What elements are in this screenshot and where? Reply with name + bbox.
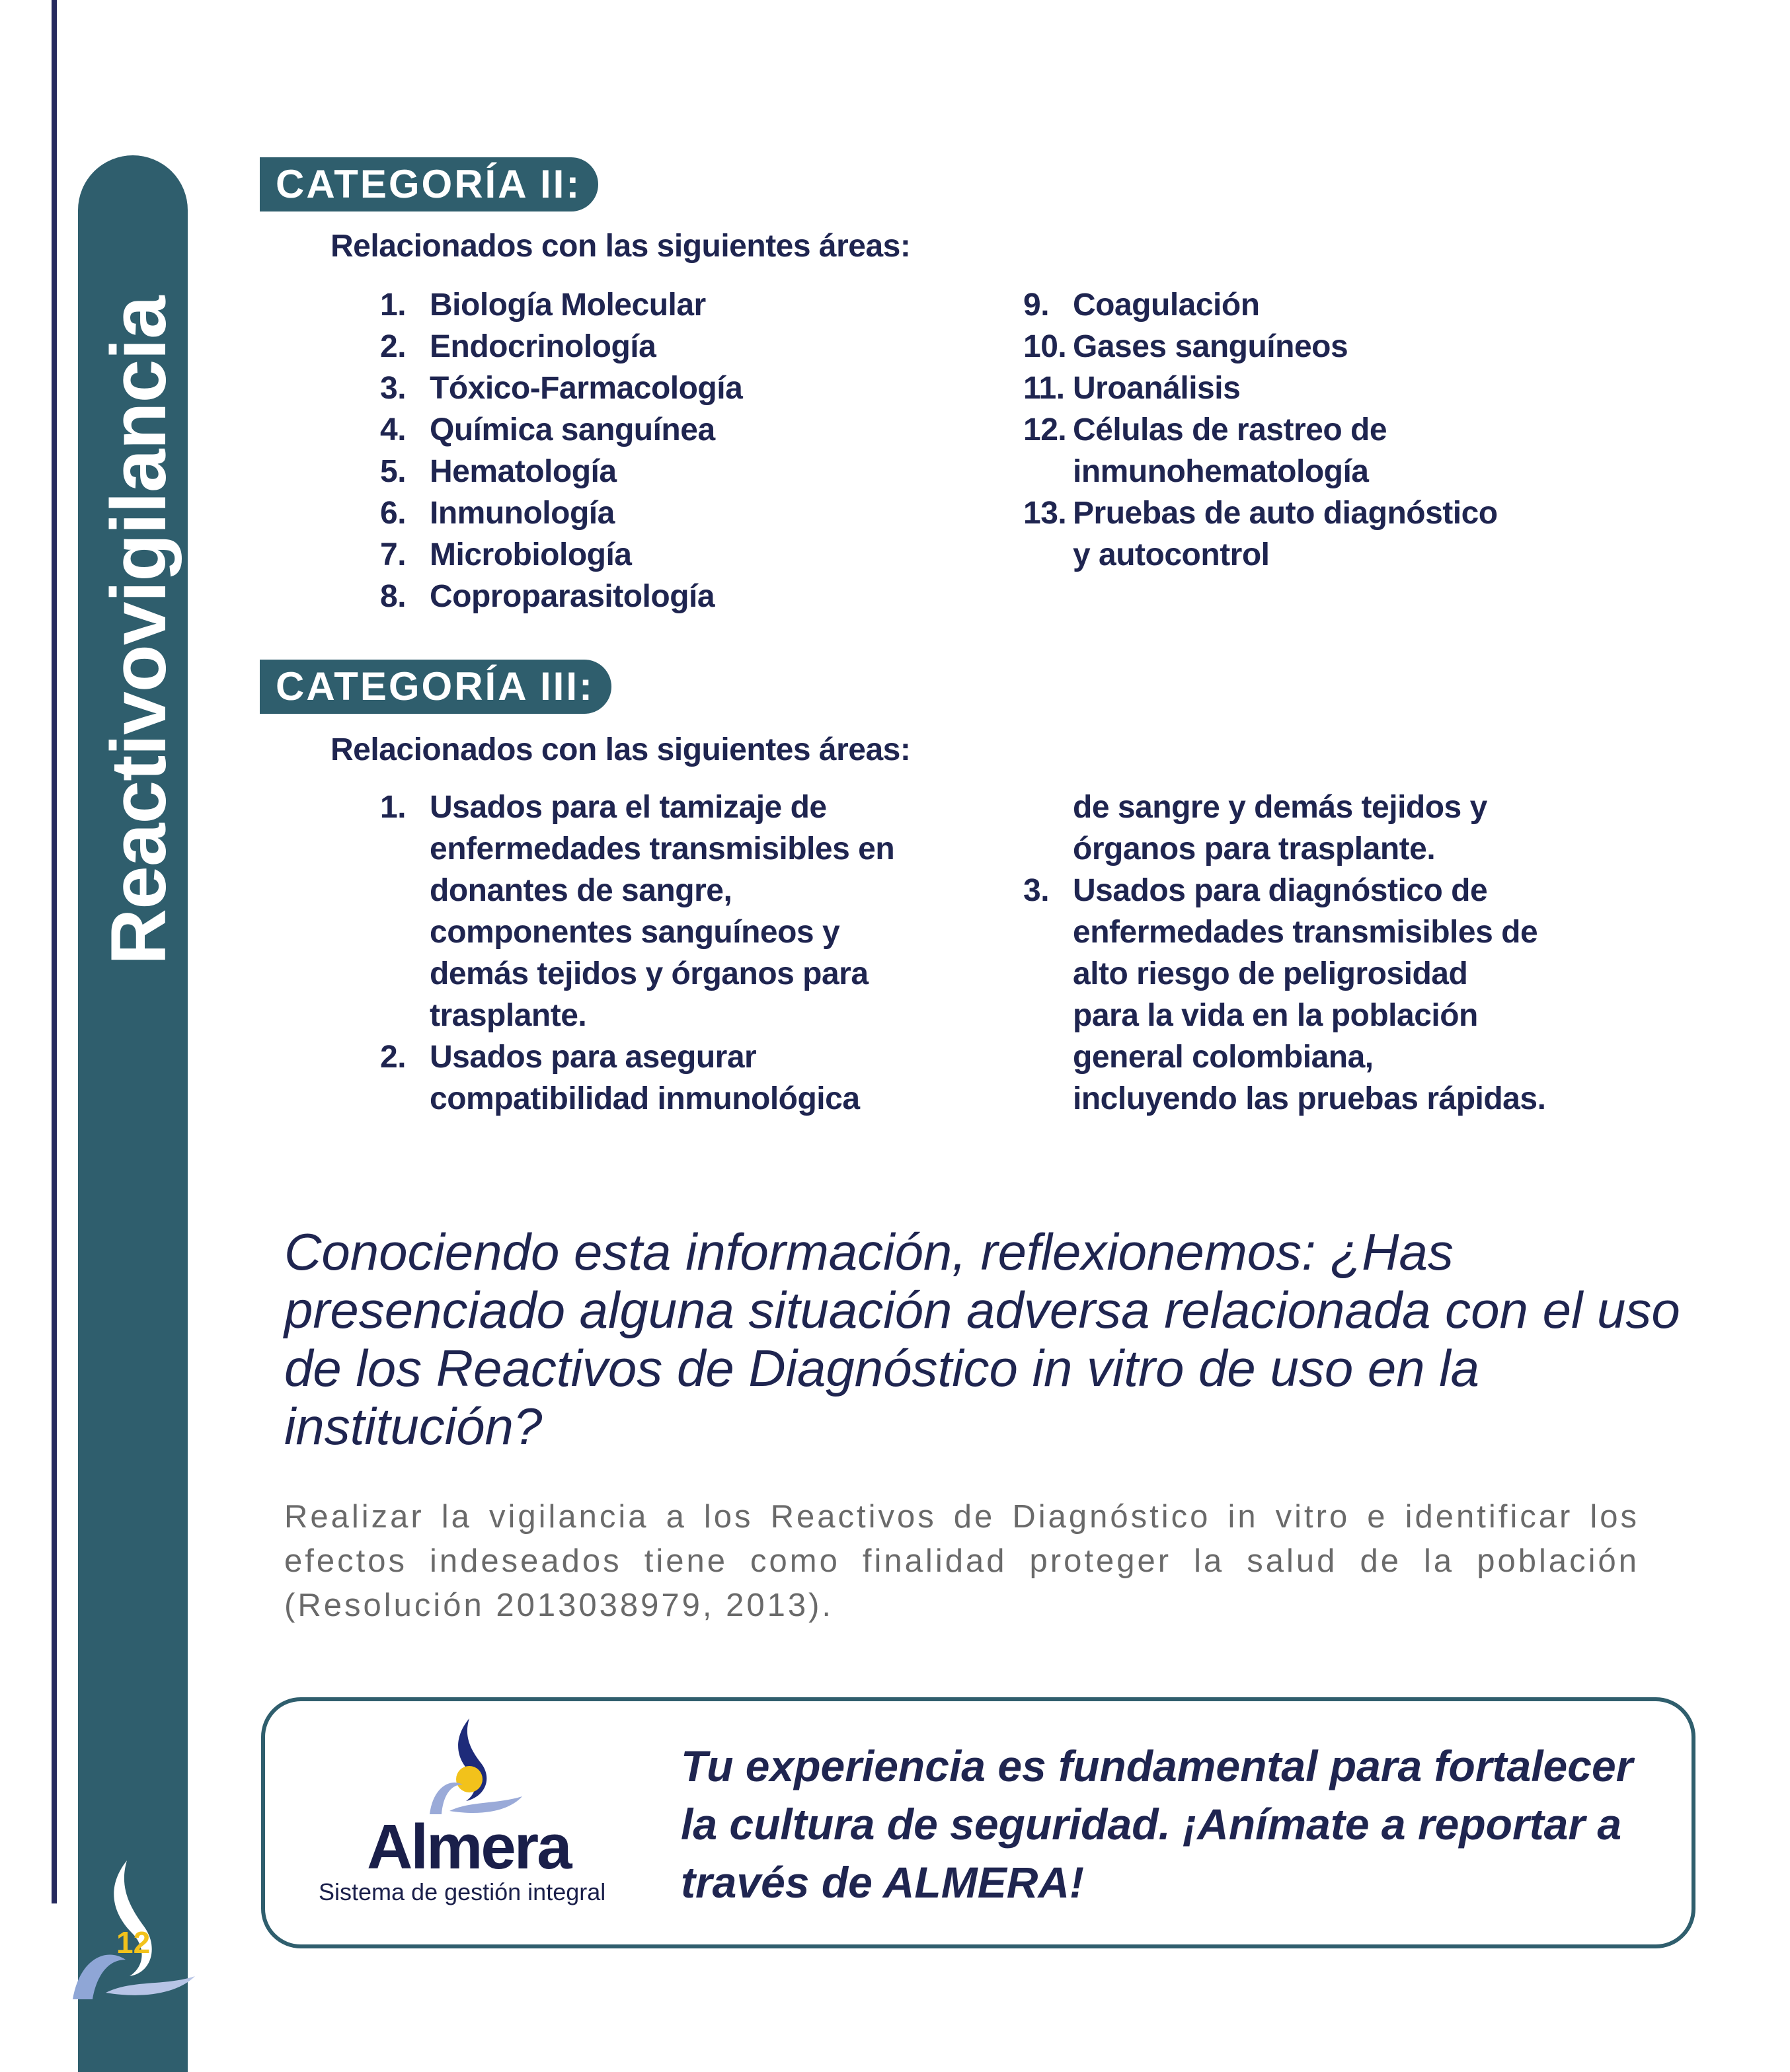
category-3-list-right	[1023, 787, 1651, 1120]
list-item-continuation: de sangre y demás tejidos y órganos para trasplante.	[1073, 790, 1487, 866]
vertical-rule	[52, 0, 57, 1903]
reflection-question: Conociendo esta información, reflexionemos: ¿Has presenciado alguna situación adversa relacionada con el uso de los Reactivos de Diagnóstico in vitro de uso en la institución?	[284, 1223, 1680, 1455]
category-2-intro: Relacionados con las siguientes áreas:	[331, 229, 911, 264]
list-item: 2. Usados para asegurar compatibilidad inmunológica	[380, 1040, 860, 1116]
section-title: Reactivovigilancia	[95, 296, 182, 965]
reflection-body: Realizar la vigilancia a los Reactivos de Diagnóstico in vitro e identificar los efectos indeseados tiene como finalidad proteger la salud de la población (Resolución 2013038979, 2013).	[284, 1499, 1639, 1623]
list-item: 10. Gases sanguíneos	[1023, 329, 1348, 364]
almera-logo-subtitle: Sistema de gestión integral	[319, 1878, 606, 1905]
category-3-heading: CATEGORÍA III:	[260, 660, 611, 714]
cta-message: Tu experiencia es fundamental para fortalecer la cultura de seguridad. ¡Anímate a reportar a través de ALMERA!	[681, 1742, 1633, 1907]
list-item: 6. Inmunología	[380, 496, 615, 531]
list-item: 12. Células de rastreo de inmunohematología	[1023, 412, 1387, 489]
list-item: 9. Coagulación	[1023, 288, 1260, 323]
list-item: 1. Biología Molecular	[380, 288, 706, 323]
list-item: 8. Coproparasitología	[380, 579, 715, 614]
almera-logo-icon	[370, 1718, 555, 1818]
category-2-heading: CATEGORÍA II:	[260, 157, 598, 211]
almera-logo-name: Almera	[367, 1812, 570, 1882]
category-2-list-left	[380, 284, 975, 617]
list-item: 3. Tóxico-Farmacología	[380, 371, 743, 406]
list-item: 2. Endocrinología	[380, 329, 656, 364]
list-item: 7. Microbiología	[380, 537, 632, 572]
list-item: 3. Usados para diagnóstico de enfermedades transmisibles de alto riesgo de peligrosidad para la vida en la población general colombiana, incluyendo las pruebas rápidas.	[1023, 873, 1546, 1116]
page-number: 12	[116, 1925, 151, 1960]
list-item: 5. Hematología	[380, 454, 617, 489]
category-2-list-right	[1023, 284, 1651, 576]
list-item: 13. Pruebas de auto diagnóstico y autocontrol	[1023, 496, 1498, 572]
category-3-list-left	[380, 787, 1008, 1120]
list-item: 11. Uroanálisis	[1023, 371, 1241, 406]
list-item: 4. Química sanguínea	[380, 412, 715, 447]
category-3-intro: Relacionados con las siguientes áreas:	[331, 732, 911, 767]
list-item: 1. Usados para el tamizaje de enfermedades transmisibles en donantes de sangre, componentes sanguíneos y demás tejidos y órganos para trasplante.	[380, 790, 895, 1033]
